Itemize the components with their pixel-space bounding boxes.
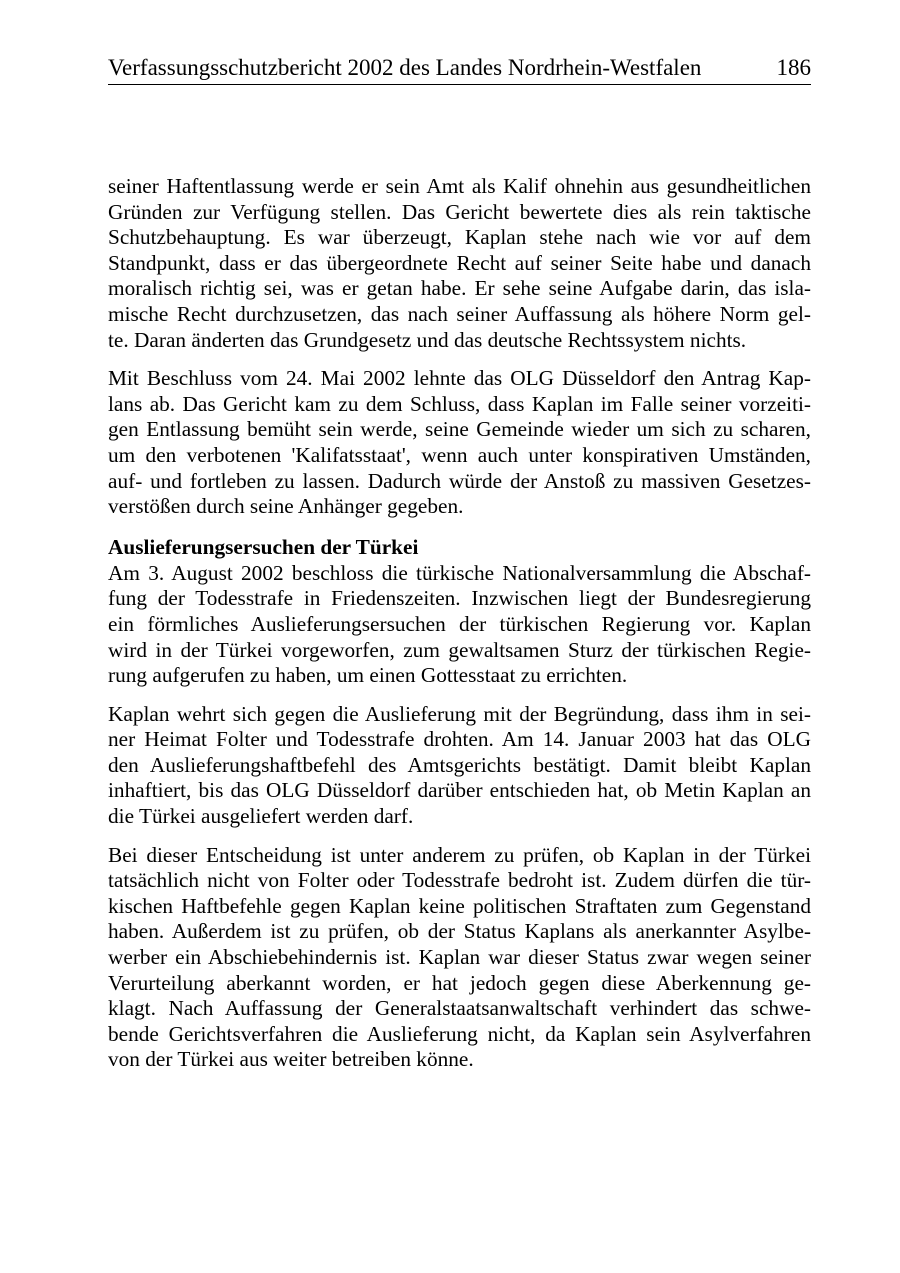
text-line: tatsächlich nicht von Folter oder Todesstrafe bedroht ist. Zudem dürfen die tür- <box>108 868 811 893</box>
text-line: ein förmliches Auslieferungsersuchen der türkischen Regierung vor. Kaplan <box>108 611 811 636</box>
text-line: Verurteilung aberkannt worden, er hat jedoch gegen diese Aberkennung ge- <box>108 970 811 995</box>
running-header <box>108 52 811 85</box>
text-line: klagt. Nach Auffassung der Generalstaatsanwaltschaft verhindert das schwe- <box>108 996 811 1021</box>
text-line: den Auslieferungshaftbefehl des Amtsgerichts bestätigt. Damit bleibt Kaplan <box>108 752 811 777</box>
text-line: wird in der Türkei vorgeworfen, zum gewaltsamen Sturz der türkischen Regie- <box>108 637 811 662</box>
text-line: rung aufgerufen zu haben, um einen Gottesstaat zu errichten. <box>108 663 628 688</box>
text-line: lans ab. Das Gericht kam zu dem Schluss, dass Kaplan im Falle seiner vorzeiti- <box>108 391 811 416</box>
text-line: verstößen durch seine Anhänger gegeben. <box>108 494 464 519</box>
text-line: Gründen zur Verfügung stellen. Das Gericht bewertete dies als rein taktische <box>108 199 811 224</box>
text-line: bende Gerichtsverfahren die Auslieferung nicht, da Kaplan sein Asylverfahren <box>108 1021 811 1046</box>
paragraph <box>108 174 811 353</box>
text-line: auf- und fortleben zu lassen. Dadurch würde der Anstoß zu massiven Gesetzes- <box>108 468 811 493</box>
text-line: Am 3. August 2002 beschloss die türkische Nationalversammlung die Abschaf- <box>108 560 811 585</box>
paragraph <box>108 843 811 1073</box>
text-line: um den verbotenen 'Kalifatsstaat', wenn auch unter konspirativen Umständen, <box>108 442 811 467</box>
paragraph <box>108 366 811 520</box>
text-line: moralisch richtig sei, was er getan habe. Er sehe seine Aufgabe darin, das isla- <box>108 276 811 301</box>
text-line: Bei dieser Entscheidung ist unter anderem zu prüfen, ob Kaplan in der Türkei <box>108 842 811 867</box>
text-line: Kaplan wehrt sich gegen die Auslieferung mit der Begründung, dass ihm in sei- <box>108 701 811 726</box>
text-line: ner Heimat Folter und Todesstrafe drohten. Am 14. Januar 2003 hat das OLG <box>108 727 811 752</box>
text-line: mische Recht durchzusetzen, das nach seiner Auffassung als höhere Norm gel- <box>108 301 811 326</box>
paragraph <box>108 561 811 689</box>
text-line: seiner Haftentlassung werde er sein Amt als Kalif ohnehin aus gesundheitlichen <box>108 174 811 198</box>
text-line: Mit Beschluss vom 24. Mai 2002 lehnte das OLG Düsseldorf den Antrag Kap- <box>108 366 811 391</box>
paragraph <box>108 702 811 830</box>
text-line: te. Daran änderten das Grundgesetz und das deutsche Rechtssystem nichts. <box>108 327 747 352</box>
text-line: inhaftiert, bis das OLG Düsseldorf darüber entschieden hat, ob Metin Kaplan an <box>108 778 811 803</box>
running-header-title: Verfassungsschutzbericht 2002 des Landes Nordrhein-Westfalen <box>108 55 702 80</box>
text-line: haben. Außerdem ist zu prüfen, ob der Status Kaplans als anerkannter Asylbe- <box>108 919 811 944</box>
text-line: werber ein Abschiebehindernis ist. Kaplan war dieser Status zwar wegen seiner <box>108 945 811 970</box>
text-line: Schutzbehauptung. Es war überzeugt, Kaplan stehe nach wie vor auf dem <box>108 225 811 250</box>
text-line: von der Türkei aus weiter betreiben könne. <box>108 1047 474 1072</box>
text-line: fung der Todesstrafe in Friedenszeiten. Inzwischen liegt der Bundesregierung <box>108 586 811 611</box>
text-line: die Türkei ausgeliefert werden darf. <box>108 804 414 829</box>
text-line: gen Entlassung bemüht sein werde, seine Gemeinde wieder um sich zu scharen, <box>108 417 811 442</box>
text-line: Standpunkt, dass er das übergeordnete Recht auf seiner Seite habe und danach <box>108 250 811 275</box>
body-text <box>108 174 811 1086</box>
section-heading: Auslieferungsersuchen der Türkei <box>108 534 419 559</box>
text-line: kischen Haftbefehle gegen Kaplan keine politischen Straftaten zum Gegenstand <box>108 893 811 918</box>
page-number: 186 <box>776 55 811 80</box>
